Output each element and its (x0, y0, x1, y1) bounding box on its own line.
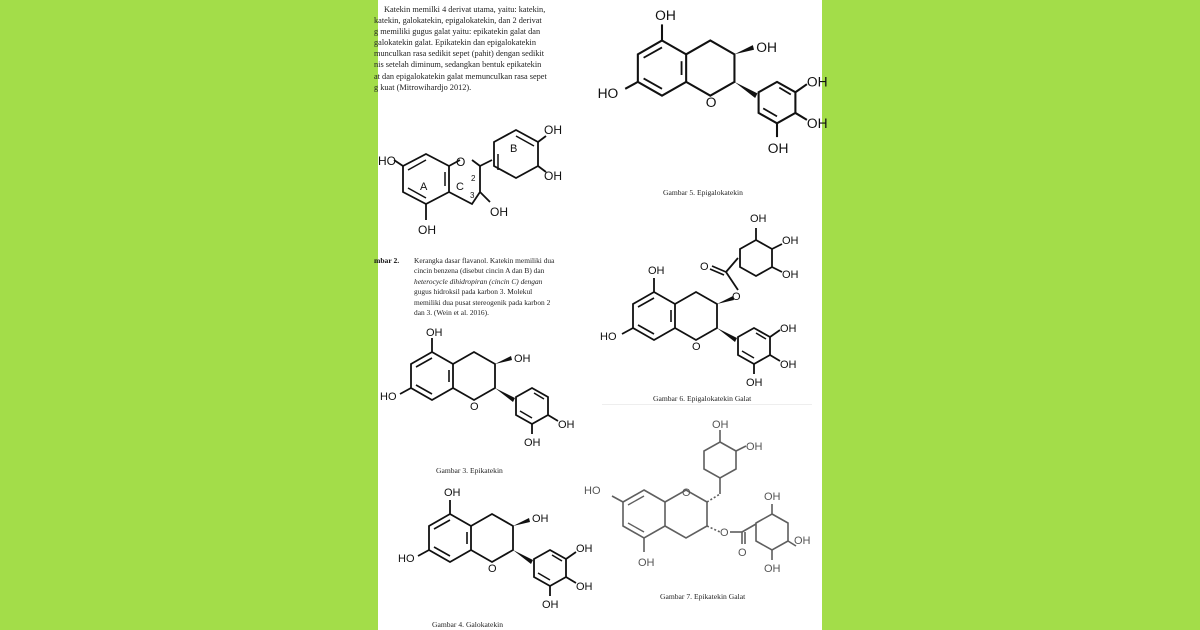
caption-line: gugus hidroksil pada karbon 3. Molekul (414, 287, 533, 297)
oh-label: OH (746, 377, 763, 389)
ho-label: HO (600, 331, 617, 343)
carbonyl-oxygen-label: O (700, 261, 709, 273)
ring-oxygen-label: O (705, 95, 717, 111)
oh-label: OH (655, 7, 676, 23)
paragraph-line: g kuat (Mitrowihardjo 2012). (374, 82, 472, 92)
oh-label: OH (418, 223, 436, 237)
figure-3-caption: Gambar 3. Epikatekin (436, 466, 503, 475)
figure-6-caption: Gambar 6. Epigalokatekin Galat (653, 394, 752, 403)
oh-label: OH (542, 599, 559, 611)
paragraph-line: munculkan rasa sedikit sepet (pahit) dengan sedikit (374, 49, 545, 59)
oh-label: OH (544, 169, 562, 183)
oh-label: OH (532, 513, 549, 525)
caption-line: Kerangka dasar flavanol. Katekin memiliki dua (414, 256, 555, 265)
oh-label: OH (524, 437, 541, 449)
oh-label: OH (782, 235, 799, 247)
document-page (374, 0, 828, 630)
ho-label: HO (597, 86, 619, 101)
oh-label: OH (638, 557, 655, 569)
paragraph-line: nis setelah diminum, sedangkan bentuk epikatekin (374, 60, 542, 70)
ring-a-label: A (420, 181, 428, 193)
oh-label: OH (780, 359, 797, 371)
ho-label: HO (584, 485, 601, 497)
oh-label: OH (780, 323, 797, 335)
ester-oxygen-label: O (720, 527, 729, 539)
paragraph-line: at dan epigalokatekin galat memunculkan rasa sepet (374, 71, 547, 81)
ring-oxygen-label: O (488, 563, 497, 575)
figure-2-caption (414, 256, 582, 318)
oh-label: OH (767, 141, 789, 157)
oh-label: OH (558, 419, 575, 431)
oh-label: OH (712, 419, 729, 431)
oh-label: OH (756, 40, 777, 55)
ho-label: HO (380, 391, 397, 403)
oh-label: OH (806, 115, 828, 131)
figure-5-caption: Gambar 5. Epigalokatekin (663, 188, 743, 197)
carbon-2-label: 2 (471, 174, 476, 183)
oh-label: OH (764, 563, 781, 575)
paragraph-line: g memiliki gugus galat yaitu: epikatekin galat dan (374, 27, 541, 37)
ring-c-label: C (456, 181, 464, 193)
oh-label: OH (514, 353, 531, 365)
oh-label: OH (794, 535, 811, 547)
paragraph-line: katekin, galokatekin, epigalokatekin, dan 2 derivat (374, 16, 542, 26)
oh-label: OH (426, 327, 443, 339)
paragraph-line: galokatekin galat. Epikatekin dan epigalokatekin (374, 38, 536, 48)
ring-oxygen-label: O (456, 155, 466, 169)
figure-2-structure (378, 110, 588, 250)
caption-line: cincin benzena (disebut cincin A dan B) dan (414, 266, 545, 276)
caption-line: heterocycle dihidropiran (cincin C) dengan (414, 276, 543, 286)
figure-divider (602, 404, 812, 405)
caption-line: dan 3. (Wein et al. 2016). (414, 308, 489, 318)
figure-4-caption: Gambar 4. Galokatekin (432, 620, 504, 629)
oh-label: OH (750, 213, 767, 225)
ho-label: HO (398, 553, 415, 565)
caption-line: memiliki dua pusat stereogenik pada karbon 2 (414, 297, 551, 307)
figure-2-label: mbar 2. (374, 256, 400, 265)
figure-5-structure (597, 6, 828, 176)
ho-label: HO (378, 154, 396, 168)
oh-label: OH (444, 487, 461, 499)
paragraph-line: Katekin memilki 4 derivat utama, yaitu: katekin, (384, 5, 546, 14)
oh-label: OH (648, 265, 665, 277)
oh-label: OH (490, 205, 508, 219)
carbonyl-oxygen-label: O (738, 547, 747, 559)
oh-label: OH (782, 269, 799, 281)
oh-label: OH (806, 74, 828, 90)
figure-3-structure (380, 322, 582, 452)
ester-oxygen-label: O (732, 291, 741, 303)
ring-oxygen-label: O (682, 487, 691, 499)
intro-paragraph (374, 4, 582, 93)
oh-label: OH (746, 441, 763, 453)
oh-label: OH (764, 491, 781, 503)
carbon-3-label: 3 (470, 191, 475, 200)
figure-6-structure (600, 208, 814, 389)
figure-4-structure (398, 484, 600, 614)
oh-label: OH (576, 581, 593, 593)
ring-oxygen-label: O (470, 401, 479, 413)
ring-oxygen-label: O (692, 341, 701, 353)
figure-7-structure (584, 416, 814, 586)
oh-label: OH (576, 543, 593, 555)
oh-label: OH (544, 123, 562, 137)
ring-b-label: B (510, 143, 518, 155)
figure-7-caption: Gambar 7. Epikatekin Galat (660, 592, 746, 601)
